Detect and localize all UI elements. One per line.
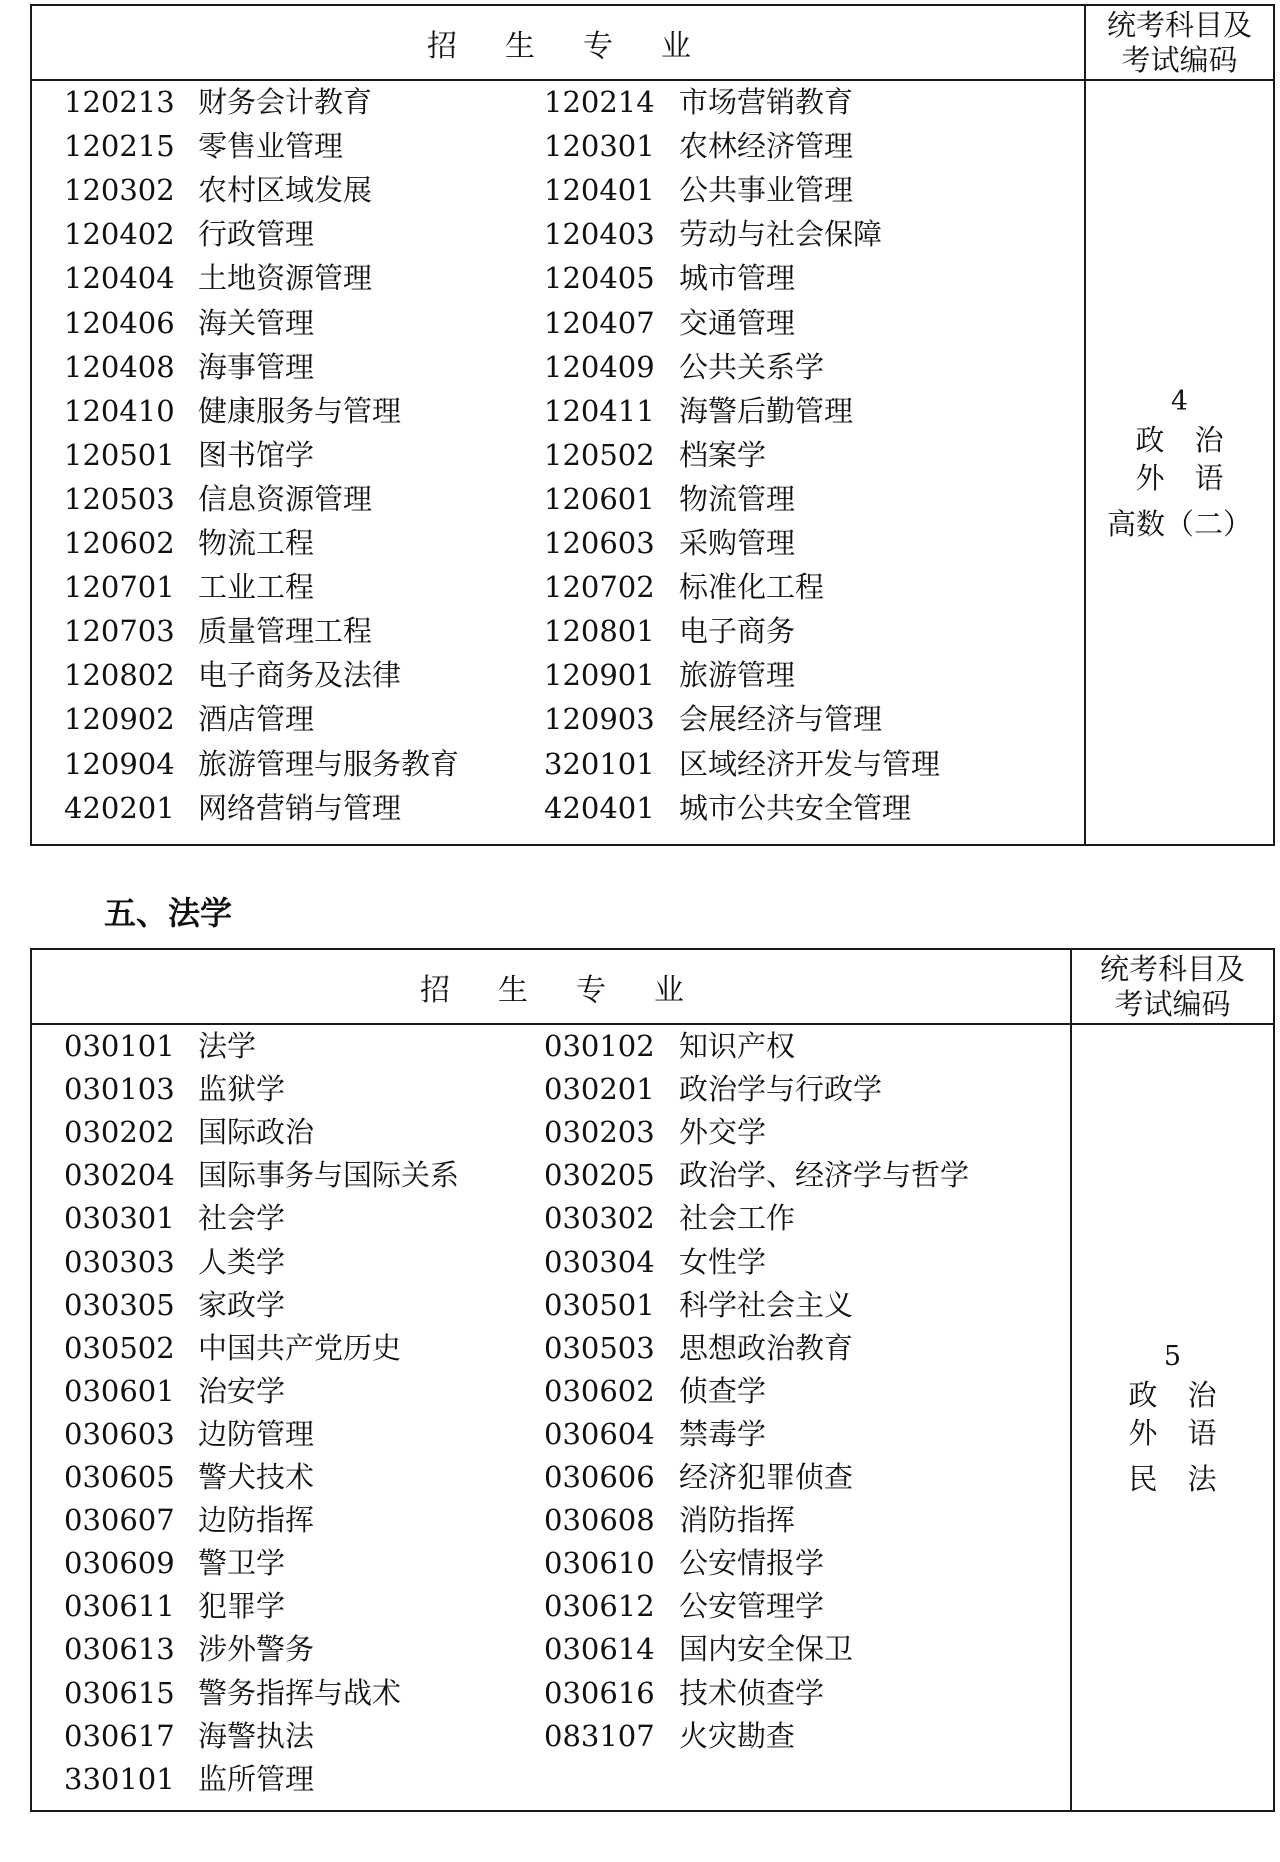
major-code: 030301 — [64, 1201, 175, 1236]
table-header — [32, 950, 1273, 1025]
major-name: 警卫学 — [198, 1546, 286, 1581]
major-name: 犯罪学 — [198, 1589, 286, 1624]
major-name: 酒店管理 — [198, 702, 315, 737]
major-code: 030616 — [544, 1675, 655, 1710]
major-name: 政治学与行政学 — [679, 1072, 883, 1107]
major-name: 思想政治教育 — [679, 1330, 854, 1365]
major-name: 边防管理 — [198, 1416, 315, 1451]
header-title: 招生专业 — [420, 972, 732, 1008]
major-code: 030502 — [64, 1330, 175, 1365]
major-name: 中国共产党历史 — [198, 1330, 402, 1365]
exam-code: 5 — [1163, 1340, 1182, 1372]
major-code: 030607 — [64, 1503, 175, 1538]
major-name: 健康服务与管理 — [198, 393, 402, 428]
major-name: 海警执法 — [198, 1718, 315, 1753]
exam-subject: 外语 — [1135, 460, 1254, 495]
exam-subject: 外语 — [1128, 1415, 1247, 1450]
major-code: 120701 — [64, 570, 175, 605]
exam-subjects-cell — [1072, 1025, 1273, 1810]
section-title: 五、法学 — [104, 894, 233, 932]
major-name: 经济犯罪侦查 — [679, 1460, 854, 1494]
major-code: 083107 — [544, 1718, 655, 1753]
major-name: 国际政治 — [198, 1115, 315, 1150]
major-name: 火灾勘查 — [679, 1718, 796, 1753]
major-name: 质量管理工程 — [198, 614, 373, 649]
majors-table-law — [30, 948, 1275, 1812]
major-name: 旅游管理与服务教育 — [198, 746, 460, 781]
major-name: 会展经济与管理 — [679, 702, 883, 737]
major-code: 120702 — [544, 570, 655, 605]
exam-code: 4 — [1170, 385, 1189, 417]
major-name: 技术侦查学 — [679, 1675, 825, 1710]
major-code: 030612 — [544, 1589, 655, 1624]
major-name: 工业工程 — [198, 570, 315, 605]
major-code: 030608 — [544, 1503, 655, 1538]
major-code: 120406 — [64, 305, 175, 340]
major-name: 公共关系学 — [679, 349, 825, 384]
major-name: 边防指挥 — [198, 1503, 315, 1538]
major-name: 土地资源管理 — [198, 261, 373, 296]
major-name: 警犬技术 — [198, 1460, 315, 1494]
major-name: 农林经济管理 — [679, 129, 854, 164]
major-code: 030604 — [544, 1416, 655, 1451]
major-code: 030202 — [64, 1115, 175, 1150]
major-name: 市场营销教育 — [679, 85, 854, 119]
major-code: 030305 — [64, 1287, 175, 1322]
major-code: 030617 — [64, 1718, 175, 1753]
major-name: 公安管理学 — [679, 1589, 825, 1624]
major-code: 030302 — [544, 1201, 655, 1236]
major-code: 030204 — [64, 1158, 175, 1193]
major-code: 030603 — [64, 1416, 175, 1451]
major-name: 监所管理 — [198, 1761, 315, 1796]
major-name: 人类学 — [198, 1244, 286, 1279]
major-name: 电子商务及法律 — [198, 658, 402, 693]
major-code: 030503 — [544, 1330, 655, 1365]
major-name: 农村区域发展 — [198, 173, 373, 208]
major-name: 家政学 — [198, 1287, 286, 1322]
major-name: 禁毒学 — [679, 1416, 767, 1451]
major-code: 120602 — [64, 526, 175, 560]
major-name: 交通管理 — [679, 305, 796, 340]
major-name: 侦查学 — [679, 1373, 767, 1408]
major-code: 030614 — [544, 1632, 655, 1667]
major-code: 030606 — [544, 1460, 655, 1494]
major-code: 120801 — [544, 614, 655, 649]
major-code: 120703 — [64, 614, 175, 649]
major-code: 030205 — [544, 1158, 655, 1193]
major-code: 030304 — [544, 1244, 655, 1279]
major-code: 120404 — [64, 261, 175, 296]
major-name: 警务指挥与战术 — [198, 1675, 402, 1710]
header-exam-subjects-label: 统考科目及 考试编码 — [1099, 951, 1245, 1021]
major-name: 海事管理 — [198, 349, 315, 384]
major-code: 320101 — [544, 746, 655, 781]
major-name: 社会学 — [198, 1201, 286, 1236]
major-name: 物流管理 — [679, 481, 796, 516]
major-name: 城市管理 — [679, 261, 796, 296]
major-code: 120301 — [544, 129, 655, 164]
majors-table-management — [30, 4, 1275, 846]
major-code: 120407 — [544, 305, 655, 340]
major-code: 120502 — [544, 437, 655, 472]
header-exam-subjects-label: 统考科目及 考试编码 — [1106, 7, 1252, 77]
major-name: 图书馆学 — [198, 437, 315, 472]
exam-subject: 高数（二） — [1106, 506, 1252, 541]
exam-subject: 民法 — [1128, 1461, 1247, 1496]
major-name: 城市公共安全管理 — [679, 790, 912, 825]
major-name: 治安学 — [198, 1373, 286, 1408]
major-name: 公共事业管理 — [679, 173, 854, 208]
major-code: 120901 — [544, 658, 655, 693]
major-code: 030102 — [544, 1029, 655, 1063]
major-name: 知识产权 — [679, 1029, 796, 1063]
major-code: 030610 — [544, 1546, 655, 1581]
major-code: 030605 — [64, 1460, 175, 1494]
major-name: 劳动与社会保障 — [679, 217, 883, 252]
major-code: 120410 — [64, 393, 175, 428]
major-name: 海关管理 — [198, 305, 315, 340]
major-name: 网络营销与管理 — [198, 790, 402, 825]
major-code: 120405 — [544, 261, 655, 296]
major-code: 120601 — [544, 481, 655, 516]
major-name: 信息资源管理 — [198, 481, 373, 516]
major-code: 120802 — [64, 658, 175, 693]
table-header — [32, 6, 1273, 81]
major-code: 120904 — [64, 746, 175, 781]
major-code: 120902 — [64, 702, 175, 737]
major-code: 120402 — [64, 217, 175, 252]
major-code: 120215 — [64, 129, 175, 164]
major-name: 法学 — [198, 1029, 257, 1063]
major-code: 120302 — [64, 173, 175, 208]
major-code: 120409 — [544, 349, 655, 384]
major-name: 海警后勤管理 — [679, 393, 854, 428]
major-code: 030203 — [544, 1115, 655, 1150]
major-code: 030501 — [544, 1287, 655, 1322]
major-name: 涉外警务 — [198, 1632, 315, 1667]
major-code: 120603 — [544, 526, 655, 560]
major-name: 采购管理 — [679, 526, 796, 560]
major-code: 120408 — [64, 349, 175, 384]
major-name: 国内安全保卫 — [679, 1632, 854, 1667]
major-code: 030609 — [64, 1546, 175, 1581]
major-code: 120501 — [64, 437, 175, 472]
major-code: 030611 — [64, 1589, 175, 1624]
major-code: 030601 — [64, 1373, 175, 1408]
major-code: 420401 — [544, 790, 655, 825]
major-code: 120214 — [544, 85, 655, 119]
major-name: 区域经济开发与管理 — [679, 746, 941, 781]
major-code: 030613 — [64, 1632, 175, 1667]
major-code: 420201 — [64, 790, 175, 825]
exam-subjects-cell — [1086, 81, 1273, 844]
major-name: 行政管理 — [198, 217, 315, 252]
exam-subject: 政治 — [1135, 422, 1254, 457]
major-name: 旅游管理 — [679, 658, 796, 693]
major-code: 030201 — [544, 1072, 655, 1107]
exam-subject: 政治 — [1128, 1377, 1247, 1412]
major-code: 030101 — [64, 1029, 175, 1063]
major-code: 030602 — [544, 1373, 655, 1408]
major-code: 330101 — [64, 1761, 175, 1796]
major-code: 120403 — [544, 217, 655, 252]
major-name: 物流工程 — [198, 526, 315, 560]
major-code: 120411 — [544, 393, 655, 428]
major-code: 030103 — [64, 1072, 175, 1107]
major-name: 政治学、经济学与哲学 — [679, 1158, 970, 1193]
major-name: 标准化工程 — [679, 570, 825, 605]
major-name: 零售业管理 — [198, 129, 344, 164]
major-name: 公安情报学 — [679, 1546, 825, 1581]
header-title: 招生专业 — [427, 28, 739, 64]
major-code: 120503 — [64, 481, 175, 516]
major-code: 120903 — [544, 702, 655, 737]
major-name: 科学社会主义 — [679, 1287, 854, 1322]
major-name: 财务会计教育 — [198, 85, 373, 119]
major-code: 120213 — [64, 85, 175, 119]
major-name: 消防指挥 — [679, 1503, 796, 1538]
major-name: 监狱学 — [198, 1072, 286, 1107]
major-code: 120401 — [544, 173, 655, 208]
major-code: 030615 — [64, 1675, 175, 1710]
major-name: 档案学 — [679, 437, 767, 472]
major-name: 外交学 — [679, 1115, 767, 1150]
major-name: 国际事务与国际关系 — [198, 1158, 460, 1193]
major-name: 社会工作 — [679, 1201, 796, 1236]
major-code: 030303 — [64, 1244, 175, 1279]
major-name: 女性学 — [679, 1244, 767, 1279]
major-name: 电子商务 — [679, 614, 796, 649]
